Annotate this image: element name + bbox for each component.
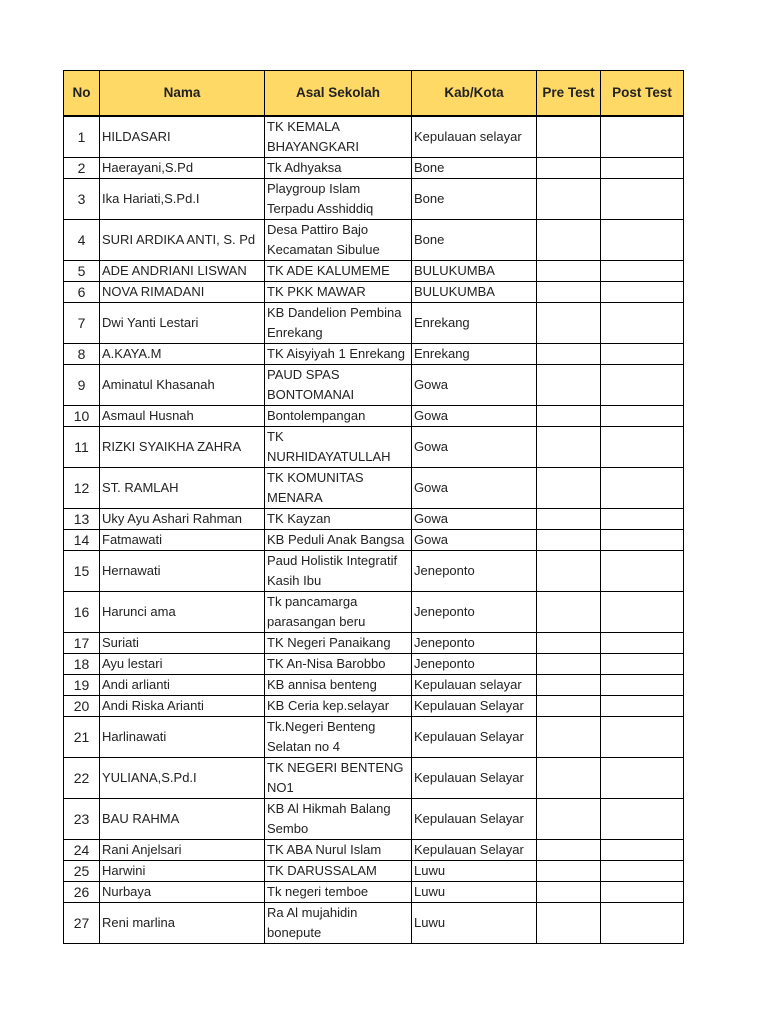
cell-kab-kota: BULUKUMBA	[412, 282, 537, 303]
table-row	[64, 220, 684, 261]
cell-kab-kota: Gowa	[412, 530, 537, 551]
cell-nama: Ika Hariati,S.Pd.I	[100, 179, 265, 220]
table-row	[64, 882, 684, 903]
table-row	[64, 696, 684, 717]
cell-nama: Ayu lestari	[100, 654, 265, 675]
cell-nama: RIZKI SYAIKHA ZAHRA	[100, 427, 265, 468]
table-header-row	[64, 71, 684, 117]
cell-kab-kota: Kepulauan Selayar	[412, 696, 537, 717]
cell-post-test	[601, 882, 684, 903]
cell-post-test	[601, 509, 684, 530]
cell-post-test	[601, 344, 684, 365]
cell-kab-kota: Gowa	[412, 427, 537, 468]
cell-asal-sekolah: KB Al Hikmah Balang Sembo	[265, 799, 412, 840]
cell-kab-kota: Kepulauan Selayar	[412, 758, 537, 799]
table-row	[64, 654, 684, 675]
table-row	[64, 365, 684, 406]
cell-kab-kota: Jeneponto	[412, 633, 537, 654]
cell-nama: SURI ARDIKA ANTI, S. Pd	[100, 220, 265, 261]
cell-post-test	[601, 179, 684, 220]
cell-post-test	[601, 427, 684, 468]
cell-no: 24	[64, 840, 100, 861]
cell-pre-test	[537, 158, 601, 179]
cell-nama: HILDASARI	[100, 116, 265, 158]
cell-no: 19	[64, 675, 100, 696]
cell-nama: Andi Riska Arianti	[100, 696, 265, 717]
cell-asal-sekolah: Paud Holistik Integratif Kasih Ibu	[265, 551, 412, 592]
cell-nama: Dwi Yanti Lestari	[100, 303, 265, 344]
cell-post-test	[601, 220, 684, 261]
table-row	[64, 633, 684, 654]
table-row	[64, 261, 684, 282]
table-row	[64, 468, 684, 509]
cell-kab-kota: Jeneponto	[412, 654, 537, 675]
cell-kab-kota: Bone	[412, 220, 537, 261]
cell-post-test	[601, 406, 684, 427]
cell-kab-kota: Gowa	[412, 406, 537, 427]
cell-post-test	[601, 717, 684, 758]
cell-no: 15	[64, 551, 100, 592]
cell-asal-sekolah: TK An-Nisa Barobbo	[265, 654, 412, 675]
cell-post-test	[601, 551, 684, 592]
cell-pre-test	[537, 509, 601, 530]
cell-asal-sekolah: TK NURHIDAYATULLAH	[265, 427, 412, 468]
cell-kab-kota: Gowa	[412, 365, 537, 406]
table-row	[64, 551, 684, 592]
header-pre-test: Pre Test	[537, 71, 601, 117]
cell-pre-test	[537, 882, 601, 903]
table-row	[64, 675, 684, 696]
cell-nama: Harunci ama	[100, 592, 265, 633]
cell-post-test	[601, 592, 684, 633]
table-body	[64, 116, 684, 944]
cell-nama: Suriati	[100, 633, 265, 654]
cell-no: 26	[64, 882, 100, 903]
table-row	[64, 303, 684, 344]
cell-post-test	[601, 675, 684, 696]
cell-kab-kota: Enrekang	[412, 303, 537, 344]
cell-no: 27	[64, 903, 100, 944]
cell-nama: Harlinawati	[100, 717, 265, 758]
cell-kab-kota: Jeneponto	[412, 551, 537, 592]
cell-pre-test	[537, 654, 601, 675]
cell-no: 5	[64, 261, 100, 282]
cell-pre-test	[537, 179, 601, 220]
header-nama: Nama	[100, 71, 265, 117]
cell-no: 14	[64, 530, 100, 551]
cell-asal-sekolah: Bontolempangan	[265, 406, 412, 427]
cell-kab-kota: Bone	[412, 179, 537, 220]
cell-no: 4	[64, 220, 100, 261]
cell-pre-test	[537, 861, 601, 882]
cell-no: 21	[64, 717, 100, 758]
cell-nama: Rani Anjelsari	[100, 840, 265, 861]
cell-post-test	[601, 261, 684, 282]
table-row	[64, 840, 684, 861]
cell-pre-test	[537, 551, 601, 592]
cell-no: 18	[64, 654, 100, 675]
cell-kab-kota: Luwu	[412, 861, 537, 882]
cell-post-test	[601, 861, 684, 882]
table-row	[64, 158, 684, 179]
cell-asal-sekolah: KB Dandelion Pembina Enrekang	[265, 303, 412, 344]
cell-pre-test	[537, 758, 601, 799]
cell-post-test	[601, 468, 684, 509]
cell-asal-sekolah: TK KEMALA BHAYANGKARI	[265, 116, 412, 158]
cell-post-test	[601, 758, 684, 799]
header-kab-kota: Kab/Kota	[412, 71, 537, 117]
cell-asal-sekolah: Playgroup Islam Terpadu Asshiddiq	[265, 179, 412, 220]
cell-asal-sekolah: PAUD SPAS BONTOMANAI	[265, 365, 412, 406]
cell-kab-kota: Kepulauan selayar	[412, 675, 537, 696]
table-row	[64, 427, 684, 468]
cell-no: 3	[64, 179, 100, 220]
cell-asal-sekolah: TK Aisyiyah 1 Enrekang	[265, 344, 412, 365]
table-row	[64, 903, 684, 944]
cell-pre-test	[537, 220, 601, 261]
cell-kab-kota: Kepulauan Selayar	[412, 799, 537, 840]
cell-kab-kota: Gowa	[412, 509, 537, 530]
cell-post-test	[601, 530, 684, 551]
table-row	[64, 509, 684, 530]
cell-pre-test	[537, 717, 601, 758]
cell-asal-sekolah: TK NEGERI BENTENG NO1	[265, 758, 412, 799]
cell-asal-sekolah: TK Negeri Panaikang	[265, 633, 412, 654]
cell-nama: BAU RAHMA	[100, 799, 265, 840]
table-row	[64, 592, 684, 633]
cell-nama: ST. RAMLAH	[100, 468, 265, 509]
cell-asal-sekolah: TK KOMUNITAS MENARA	[265, 468, 412, 509]
cell-asal-sekolah: TK ADE KALUMEME	[265, 261, 412, 282]
cell-nama: NOVA RIMADANI	[100, 282, 265, 303]
cell-no: 7	[64, 303, 100, 344]
cell-no: 25	[64, 861, 100, 882]
header-no: No	[64, 71, 100, 117]
cell-nama: Harwini	[100, 861, 265, 882]
cell-pre-test	[537, 303, 601, 344]
table-row	[64, 344, 684, 365]
cell-no: 20	[64, 696, 100, 717]
cell-asal-sekolah: Tk Adhyaksa	[265, 158, 412, 179]
cell-pre-test	[537, 633, 601, 654]
cell-post-test	[601, 365, 684, 406]
table-row	[64, 799, 684, 840]
cell-post-test	[601, 840, 684, 861]
cell-nama: Asmaul Husnah	[100, 406, 265, 427]
cell-asal-sekolah: TK ABA Nurul Islam	[265, 840, 412, 861]
cell-no: 11	[64, 427, 100, 468]
table-row	[64, 116, 684, 158]
cell-kab-kota: BULUKUMBA	[412, 261, 537, 282]
cell-nama: ADE ANDRIANI LISWAN	[100, 261, 265, 282]
cell-no: 1	[64, 116, 100, 158]
cell-post-test	[601, 282, 684, 303]
cell-pre-test	[537, 530, 601, 551]
cell-pre-test	[537, 592, 601, 633]
cell-kab-kota: Gowa	[412, 468, 537, 509]
cell-post-test	[601, 696, 684, 717]
cell-kab-kota: Enrekang	[412, 344, 537, 365]
cell-pre-test	[537, 840, 601, 861]
cell-no: 2	[64, 158, 100, 179]
cell-nama: Uky Ayu Ashari Rahman	[100, 509, 265, 530]
cell-nama: Fatmawati	[100, 530, 265, 551]
cell-pre-test	[537, 903, 601, 944]
cell-asal-sekolah: Tk.Negeri Benteng Selatan no 4	[265, 717, 412, 758]
header-asal-sekolah: Asal Sekolah	[265, 71, 412, 117]
cell-asal-sekolah: KB annisa benteng	[265, 675, 412, 696]
participant-table	[63, 70, 684, 944]
cell-asal-sekolah: KB Peduli Anak Bangsa	[265, 530, 412, 551]
cell-pre-test	[537, 406, 601, 427]
cell-kab-kota: Jeneponto	[412, 592, 537, 633]
cell-pre-test	[537, 365, 601, 406]
cell-kab-kota: Bone	[412, 158, 537, 179]
cell-asal-sekolah: TK PKK MAWAR	[265, 282, 412, 303]
cell-asal-sekolah: TK Kayzan	[265, 509, 412, 530]
header-post-test: Post Test	[601, 71, 684, 117]
cell-nama: Aminatul Khasanah	[100, 365, 265, 406]
cell-nama: Reni marlina	[100, 903, 265, 944]
cell-pre-test	[537, 468, 601, 509]
cell-no: 13	[64, 509, 100, 530]
cell-nama: A.KAYA.M	[100, 344, 265, 365]
cell-post-test	[601, 158, 684, 179]
cell-pre-test	[537, 675, 601, 696]
cell-no: 6	[64, 282, 100, 303]
cell-post-test	[601, 903, 684, 944]
cell-kab-kota: Kepulauan Selayar	[412, 717, 537, 758]
cell-no: 12	[64, 468, 100, 509]
cell-post-test	[601, 303, 684, 344]
table-row	[64, 717, 684, 758]
cell-no: 8	[64, 344, 100, 365]
cell-pre-test	[537, 696, 601, 717]
cell-nama: Nurbaya	[100, 882, 265, 903]
cell-pre-test	[537, 427, 601, 468]
cell-post-test	[601, 633, 684, 654]
cell-pre-test	[537, 799, 601, 840]
cell-asal-sekolah: Desa Pattiro Bajo Kecamatan Sibulue	[265, 220, 412, 261]
cell-pre-test	[537, 344, 601, 365]
cell-nama: Hernawati	[100, 551, 265, 592]
table-row	[64, 282, 684, 303]
cell-post-test	[601, 116, 684, 158]
cell-nama: YULIANA,S.Pd.I	[100, 758, 265, 799]
cell-post-test	[601, 799, 684, 840]
table-row	[64, 179, 684, 220]
cell-asal-sekolah: Tk negeri temboe	[265, 882, 412, 903]
cell-asal-sekolah: TK DARUSSALAM	[265, 861, 412, 882]
cell-post-test	[601, 654, 684, 675]
cell-pre-test	[537, 261, 601, 282]
cell-nama: Andi arlianti	[100, 675, 265, 696]
table-row	[64, 758, 684, 799]
table-row	[64, 530, 684, 551]
table-row	[64, 406, 684, 427]
cell-no: 16	[64, 592, 100, 633]
cell-no: 9	[64, 365, 100, 406]
table-row	[64, 861, 684, 882]
cell-nama: Haerayani,S.Pd	[100, 158, 265, 179]
cell-asal-sekolah: Ra Al mujahidin bonepute	[265, 903, 412, 944]
cell-no: 10	[64, 406, 100, 427]
cell-pre-test	[537, 282, 601, 303]
cell-no: 22	[64, 758, 100, 799]
cell-kab-kota: Kepulauan Selayar	[412, 840, 537, 861]
cell-asal-sekolah: Tk pancamarga parasangan beru	[265, 592, 412, 633]
cell-asal-sekolah: KB Ceria kep.selayar	[265, 696, 412, 717]
cell-kab-kota: Kepulauan selayar	[412, 116, 537, 158]
cell-kab-kota: Luwu	[412, 882, 537, 903]
cell-kab-kota: Luwu	[412, 903, 537, 944]
cell-no: 17	[64, 633, 100, 654]
cell-pre-test	[537, 116, 601, 158]
cell-no: 23	[64, 799, 100, 840]
